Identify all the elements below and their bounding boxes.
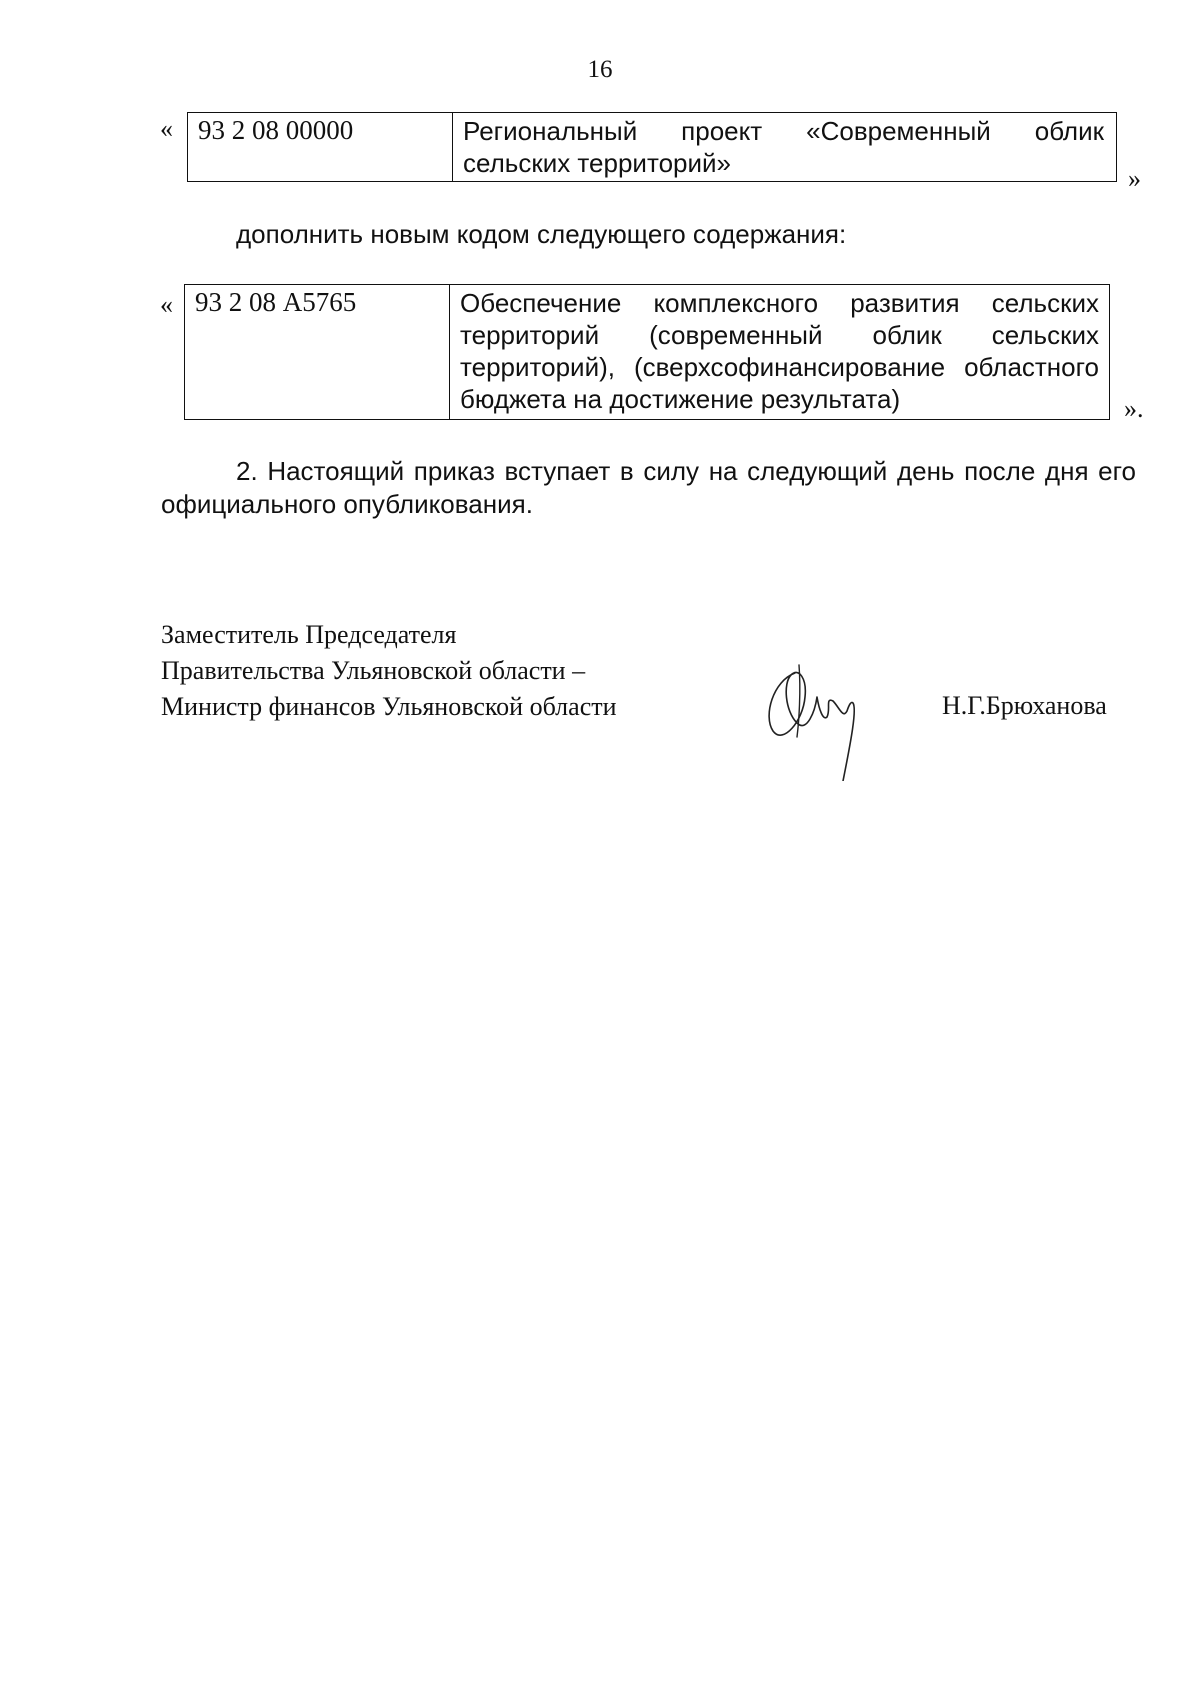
description-cell-1: Региональный проект «Современный облик сельских территорий»	[453, 113, 1117, 182]
signatory-line-2: Правительства Ульяновской области –	[161, 656, 586, 685]
description-cell-2: Обеспечение комплексного развития сельских территорий (современный облик сельских территорий), (сверхсофинансирование областного бюджета на достижение результата)	[450, 285, 1110, 420]
page-number: 16	[587, 56, 613, 83]
signatory-line-3: Министр финансов Ульяновской области	[161, 692, 617, 721]
code-cell-2: 93 2 08 А5765	[185, 285, 450, 420]
code-table-1	[187, 112, 1117, 182]
open-quote-2: «	[160, 290, 173, 319]
signatory-name: Н.Г.Брюханова	[942, 691, 1107, 720]
handwritten-signature	[755, 661, 865, 781]
paragraph-2: 2. Настоящий приказ вступает в силу на следующий день после дня его официального опубликования.	[161, 456, 1136, 519]
close-quote-1: »	[1128, 164, 1141, 193]
signatory-title	[161, 617, 617, 725]
code-cell-1: 93 2 08 00000	[188, 113, 453, 182]
code-table-2	[184, 284, 1110, 420]
intro-text: дополнить новым кодом следующего содержания:	[236, 219, 847, 249]
open-quote-1: «	[160, 114, 173, 143]
signatory-line-1: Заместитель Председателя	[161, 620, 457, 649]
close-quote-2: ».	[1124, 394, 1144, 423]
